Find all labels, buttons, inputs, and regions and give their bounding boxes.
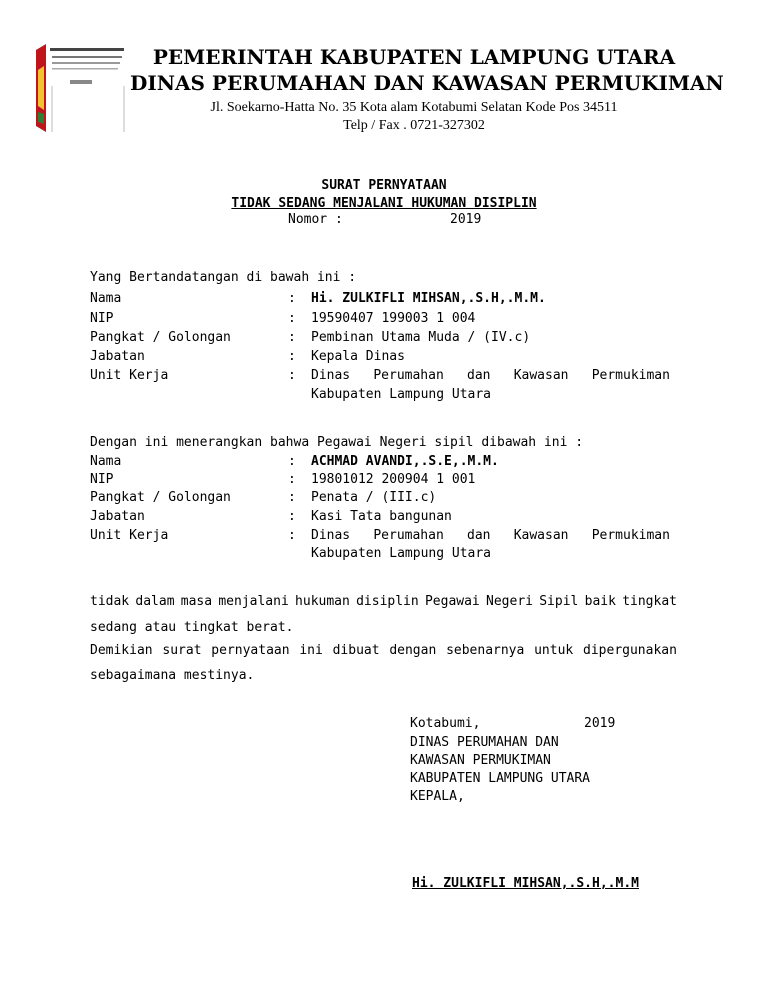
letterhead-agency: DINAS PERUMAHAN DAN KAWASAN PERMUKIMAN xyxy=(130,71,724,95)
unit-word: Permukiman xyxy=(591,528,670,543)
statement-word: untuk xyxy=(534,643,574,658)
employee-unit-value xyxy=(311,528,670,543)
unit-word: Permukiman xyxy=(591,368,670,383)
field-colon: : xyxy=(288,528,296,543)
signer-name: Hi. ZULKIFLI MIHSAN,.S.H,.M.M xyxy=(412,876,639,891)
document-subtitle: TIDAK SEDANG MENJALANI HUKUMAN DISIPLIN xyxy=(231,196,537,211)
signature-org-line1: DINAS PERUMAHAN DAN xyxy=(410,735,559,750)
employee-name-value: ACHMAD AVANDI,.S.E,.M.M. xyxy=(311,454,499,469)
employee-rank-value: Penata / (III.c) xyxy=(311,490,437,505)
field-label: NIP xyxy=(90,311,114,326)
field-colon: : xyxy=(288,490,296,505)
signature-org-line3: KABUPATEN LAMPUNG UTARA xyxy=(410,771,591,786)
signatory-unit-value xyxy=(311,368,670,383)
field-colon: : xyxy=(288,454,296,469)
signatory-unit-value-line2: Kabupaten Lampung Utara xyxy=(311,387,492,402)
statement-word: Sipil xyxy=(539,594,579,609)
statement-word: hukuman xyxy=(295,594,350,609)
field-label: Unit Kerja xyxy=(90,528,169,543)
statement-word: sebenarnya xyxy=(446,643,525,658)
statement-word: tingkat xyxy=(622,594,677,609)
statement-word: tidak xyxy=(90,594,130,609)
field-label: Pangkat / Golongan xyxy=(90,490,231,505)
employee-position-value: Kasi Tata bangunan xyxy=(311,509,452,524)
signatory-position-value: Kepala Dinas xyxy=(311,349,405,364)
statement-word: dipergunakan xyxy=(583,643,677,658)
field-label: Jabatan xyxy=(90,349,145,364)
field-label: Pangkat / Golongan xyxy=(90,330,231,345)
signatory-name-value: Hi. ZULKIFLI MIHSAN,.S.H,.M.M. xyxy=(311,291,546,306)
unit-word: Kawasan xyxy=(513,368,569,383)
statement-paragraph-2-line2: sebagaimana mestinya. xyxy=(90,668,255,683)
unit-word: Perumahan xyxy=(373,528,444,543)
signature-year: 2019 xyxy=(584,716,616,731)
statement-word: dalam xyxy=(135,594,175,609)
statement-word: disiplin xyxy=(356,594,419,609)
letterhead-address: Jl. Soekarno-Hatta No. 35 Kota alam Kotabumi Selatan Kode Pos 34511 xyxy=(210,100,618,115)
statement-word: Pegawai xyxy=(424,594,480,609)
employee-nip-value: 19801012 200904 1 001 xyxy=(311,472,476,487)
field-label: NIP xyxy=(90,472,114,487)
unit-word: dan xyxy=(467,368,491,383)
unit-word: Dinas xyxy=(311,528,351,543)
employee-intro: Dengan ini menerangkan bahwa Pegawai Negeri sipil dibawah ini : xyxy=(90,435,584,450)
field-colon: : xyxy=(288,330,296,345)
signatory-rank-value: Pembinan Utama Muda / (IV.c) xyxy=(311,330,531,345)
field-label: Nama xyxy=(90,454,122,469)
letterhead-phone: Telp / Fax . 0721-327302 xyxy=(343,118,485,133)
statement-word: Negeri xyxy=(486,594,533,609)
statement-word: baik xyxy=(584,594,616,609)
field-colon: : xyxy=(288,472,296,487)
field-colon: : xyxy=(288,368,296,383)
statement-word: surat xyxy=(162,643,202,658)
signature-position: KEPALA, xyxy=(410,789,465,804)
statement-word: masa xyxy=(180,594,213,609)
employee-unit-value-line2: Kabupaten Lampung Utara xyxy=(311,546,492,561)
letterhead-government: PEMERINTAH KABUPATEN LAMPUNG UTARA xyxy=(152,45,676,69)
unit-word: Kawasan xyxy=(513,528,569,543)
field-colon: : xyxy=(288,349,296,364)
document-number-label: Nomor : xyxy=(288,212,343,227)
statement-word: Demikian xyxy=(90,643,153,658)
signatory-intro: Yang Bertandatangan di bawah ini : xyxy=(90,270,357,285)
field-label: Jabatan xyxy=(90,509,145,524)
statement-word: pernyataan xyxy=(211,643,290,658)
statement-paragraph-1 xyxy=(90,594,677,609)
regency-crest-icon xyxy=(32,40,128,136)
unit-word: Dinas xyxy=(311,368,351,383)
statement-word: dengan xyxy=(389,643,437,658)
document-title: SURAT PERNYATAAN xyxy=(321,178,447,193)
unit-word: Perumahan xyxy=(373,368,444,383)
field-colon: : xyxy=(288,509,296,524)
unit-word: dan xyxy=(467,528,491,543)
statement-paragraph-2 xyxy=(90,643,677,658)
field-label: Unit Kerja xyxy=(90,368,169,383)
signatory-nip-value: 19590407 199003 1 004 xyxy=(311,311,476,326)
signature-place: Kotabumi, xyxy=(410,716,481,731)
signature-org-line2: KAWASAN PERMUKIMAN xyxy=(410,753,551,768)
field-colon: : xyxy=(288,311,296,326)
statement-word: menjalani xyxy=(218,594,289,609)
statement-paragraph-1-line2: sedang atau tingkat berat. xyxy=(90,620,294,635)
document-number-year: 2019 xyxy=(450,212,482,227)
statement-word: ini xyxy=(299,643,323,658)
statement-word: dibuat xyxy=(332,643,380,658)
field-label: Nama xyxy=(90,291,122,306)
field-colon: : xyxy=(288,291,296,306)
